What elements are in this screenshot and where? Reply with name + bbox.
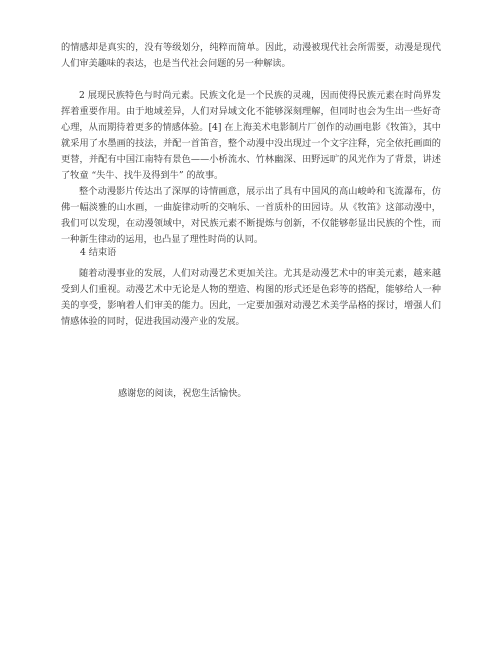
paragraph-conclusion: 随着动漫事业的发展，人们对动漫艺术更加关注。尤其是动漫艺术中的审美元素，越来越受到人们重视。动漫艺术中无论是人物的塑造、构图的形式还是色彩等的搭配，能够给人一种美的享受，影响着人们审美的能力。因此，一定要加强对动漫艺术美学品格的探讨，增强人们情感体验的同时，促进我国动漫产业的发展。 <box>61 268 441 327</box>
paragraph-ethnic-features: 2 展现民族特色与时尚元素。民族文化是一个民族的灵魂，因而使得民族元素在时尚界发挥着重要作用。由于地域差异，人们对异域文化不能够深刻理解，但同时也会为生出一些好奇心理，从而期待着更多的情感体验。[4] 在上海美术电影制片厂创作的动画电影《牧笛》，其中就采用了水墨画的技法，并配一首笛音，整个动漫中没出现过一个文字注释，完全依托画面的更替，并配有中国江南特有景色——小桥流水、竹林幽深、田野远旷的风光作为了背景，讲述了牧童 “失牛、找牛及得到牛” 的故事。 <box>61 90 441 181</box>
paragraph-intro: 的情感却是真实的，没有等级划分，纯粹而简单。因此，动漫被现代社会所需要，动漫是现代人们审美趣味的表达，也是当代社会问题的另一种解读。 <box>61 42 441 69</box>
section-heading: 4 结束语 <box>80 247 117 258</box>
paragraph-mudi-analysis: 整个动漫影片传达出了深厚的诗情画意，展示出了具有中国风的高山峻岭和飞流瀑布，仿佛一幅淡雅的山水画，一曲旋律动听的交响乐、一首质朴的田园诗。从《牧笛》这部动漫中，我们可以发现，在动漫领域中，对民族元素不断提炼与创新，不仅能够彰显出民族的个性，而一种新生律动的运用，也凸显了理性时尚的认同。 <box>61 186 441 245</box>
closing-line: 感谢您的阅读，祝您生活愉快。 <box>118 388 247 399</box>
